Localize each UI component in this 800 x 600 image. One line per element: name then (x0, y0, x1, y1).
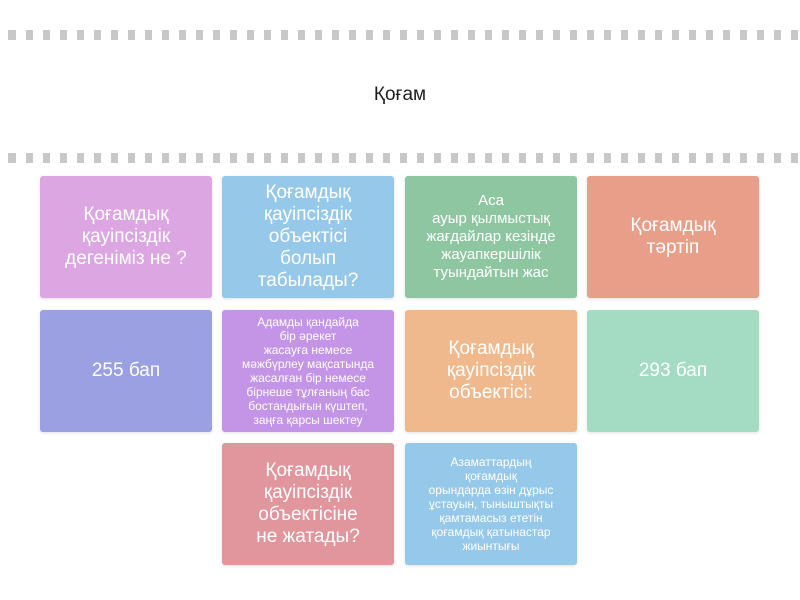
card-text: Азаматтардың қоғамдық орындарда өзін дұрыс ұстауын, тыныштықты қамтамасыз ететін қоғамдық қатынастар жиынтығы (428, 455, 554, 553)
card-tile[interactable] (405, 310, 577, 432)
card-text: Адамды қандайда бір әрекет жасауға немесе мәжбүрлеу мақсатында жасалған бір немесе бірнеше тұлғаның бас бостандығын күштеп, заңға қарсы шектеу (241, 315, 375, 427)
top-dashed-divider (0, 30, 800, 40)
card-text: 255 бап (91, 360, 161, 381)
bottom-dashed-divider (0, 153, 800, 163)
card-tile[interactable] (405, 176, 577, 298)
card-tile[interactable] (405, 443, 577, 565)
card-tile[interactable] (587, 176, 759, 298)
page-title: Қоғам (373, 84, 427, 105)
card-tile[interactable] (222, 443, 394, 565)
card-text: Қоғамдық қауіпсіздік объектісіне не жатады? (256, 460, 360, 547)
card-tile[interactable] (40, 310, 212, 432)
card-text: Аса ауыр қылмыстық жағдайлар кезінде жауапкершілік туындайтын жас (426, 192, 556, 281)
card-text: Қоғамдық қауіпсіздік объектісі болып табылады? (257, 182, 359, 291)
card-text: Қоғамдық тәртіп (630, 215, 716, 258)
card-text: Қоғамдық қауіпсіздік дегеніміз не ? (65, 204, 187, 269)
card-tile[interactable] (40, 176, 212, 298)
card-tile[interactable] (587, 310, 759, 432)
card-text: 293 бап (638, 360, 708, 381)
card-tile[interactable] (222, 176, 394, 298)
card-text: Қоғамдық қауіпсіздік объектісі: (446, 338, 536, 403)
card-tile[interactable] (222, 310, 394, 432)
